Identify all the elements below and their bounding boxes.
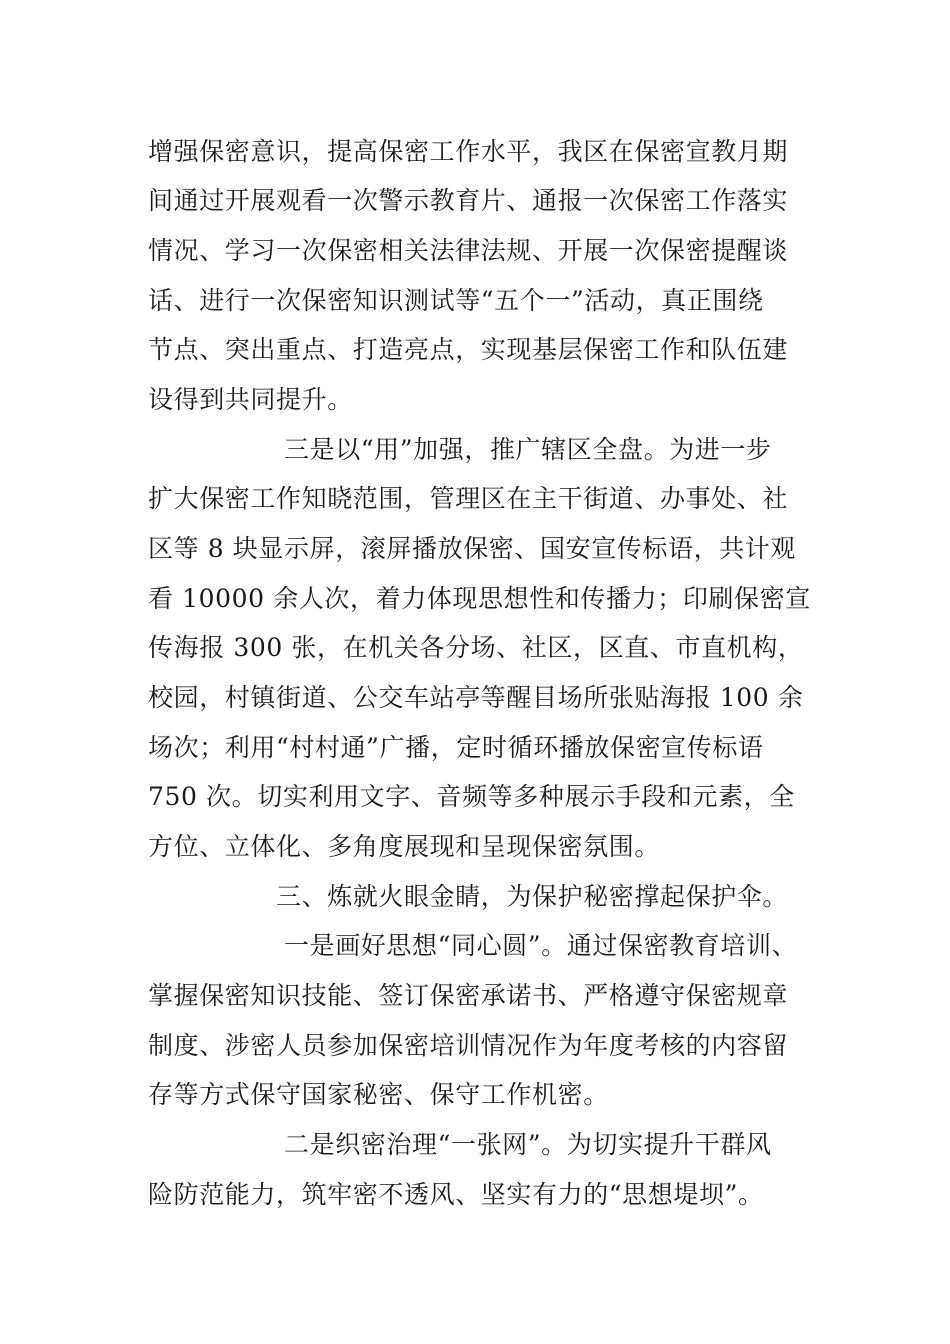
text-line: 险防范能力，筑牢密不透风、坚实有力的“思想堤坝”。: [148, 1180, 764, 1209]
text-line: 情况、学习一次保密相关法律法规、开展一次保密提醒谈: [148, 236, 789, 265]
section-heading: 三、炼就火眼金睛，为保护秘密撑起保护伞。: [276, 882, 789, 911]
text-line: 区等 8 块显示屏，滚屏播放保密、国安宣传标语，共计观: [148, 534, 797, 563]
text-line: 750 次。切实利用文字、音频等多种展示手段和元素，全: [148, 782, 795, 811]
text-line: 设得到共同提升。: [148, 385, 353, 414]
text-line: 场次；利用“村村通”广播，定时循环播放保密宣传标语: [148, 733, 764, 762]
text-line: 存等方式保守国家秘密、保守工作机密。: [148, 1080, 609, 1109]
text-line: 制度、涉密人员参加保密培训情况作为年度考核的内容留: [148, 1031, 789, 1060]
text-line: 传海报 300 张，在机关各分场、社区，区直、市直机构，: [148, 633, 804, 662]
text-line: 校园，村镇街道、公交车站亭等醒目场所张贴海报 100 余: [148, 683, 804, 712]
text-line: 看 10000 余人次，着力体现思想性和传播力；印刷保密宣: [148, 584, 811, 613]
text-line: 掌握保密知识技能、签订保密承诺书、严格遵守保密规章: [148, 981, 789, 1010]
text-line: 话、进行一次保密知识测试等“五个一”活动，真正围绕: [148, 286, 764, 315]
paragraph-start-line: 二是织密治理“一张网”。为切实提升干群风: [284, 1130, 772, 1159]
text-line: 方位、立体化、多角度展现和呈现保密氛围。: [148, 832, 661, 861]
text-line: 间通过开展观看一次警示教育片、通报一次保密工作落实: [148, 186, 789, 215]
text-line: 增强保密意识，提高保密工作水平，我区在保密宣教月期: [148, 137, 789, 166]
paragraph-start-line: 三是以“用”加强，推广辖区全盘。为进一步: [284, 435, 772, 464]
text-line: 节点、突出重点、打造亮点，实现基层保密工作和队伍建: [148, 335, 789, 364]
text-line: 扩大保密工作知晓范围，管理区在主干街道、办事处、社: [148, 484, 789, 513]
paragraph-start-line: 一是画好思想“同心圆”。通过保密教育培训、: [284, 931, 798, 960]
